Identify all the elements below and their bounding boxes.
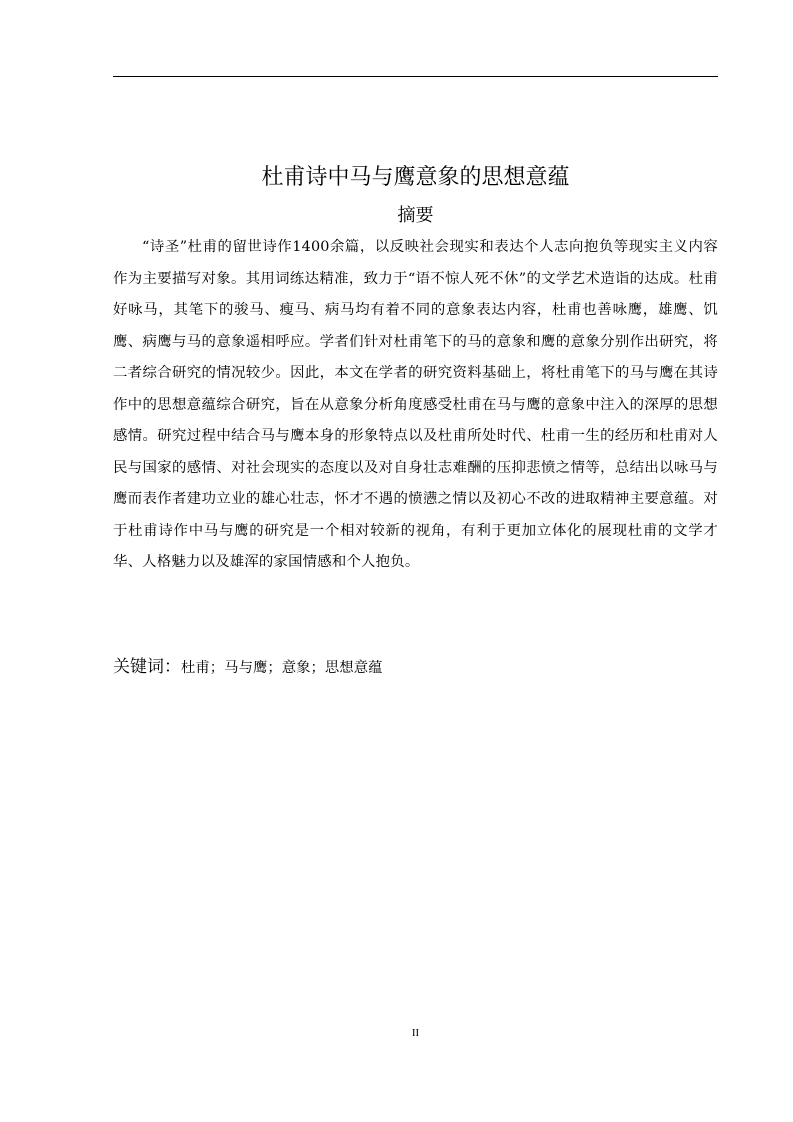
abstract-heading: 摘要 [397,205,434,226]
header-rule [113,76,718,77]
paper-title: 杜甫诗中马与鹰意象的思想意蕴 [261,165,570,190]
keywords-label: 关键词： [113,657,181,677]
page-number: II [411,1027,420,1039]
abstract-body: “诗圣”杜甫的留世诗作1400余篇，以反映社会现实和表达个人志向抱负等现实主义内容作为主要描写对象。其用词练达精准，致力于“语不惊人死不休”的文学艺术造诣的达成。杜甫好咏马，其笔下的骏马、瘦马、病马均有着不同的意象表达内容，杜甫也善咏鹰，雄鹰、饥鹰、病鹰与马的意象遥相呼应。学者们针对杜甫笔下的马的意象和鹰的意象分别作出研究，将二者综合研究的情况较少。因此，本文在学者的研究资料基础上，将杜甫笔下的马与鹰在其诗作中的思想意蕴综合研究，旨在从意象分析角度感受杜甫在马与鹰的意象中注入的深厚的思想感情。研究过程中结合马与鹰本身的形象特点以及杜甫所处时代、杜甫一生的经历和杜甫对人民与国家的感情、对社会现实的态度以及对自身壮志难酬的压抑悲愤之情等，总结出以咏马与鹰而表作者建功立业的雄心壮志，怀才不遇的愤懑之情以及初心不改的进取精神主要意蕴。对于杜甫诗作中马与鹰的研究是一个相对较新的视角，有利于更加立体化的展现杜甫的文学才华、人格魅力以及雄浑的家国情感和个人抱负。 [113,239,718,570]
keywords-line [113,652,718,683]
keywords-value: 杜甫；马与鹰；意象；思想意蕴 [181,660,383,676]
